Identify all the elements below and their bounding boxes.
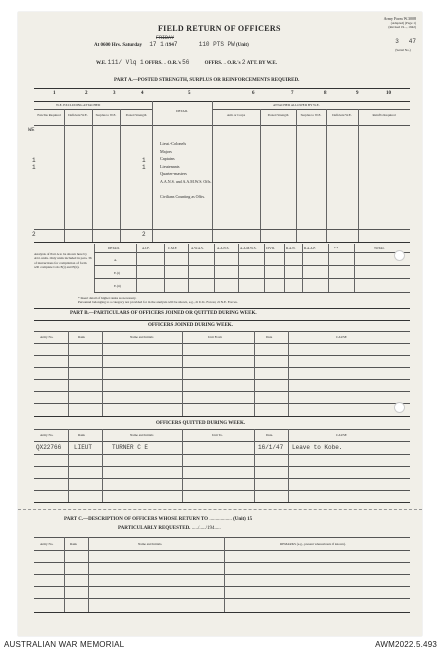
army-form-number: Army Form W.3008 [383,16,416,21]
analysis-col: A.A.M.W.S. [240,246,257,250]
footnote-2: Personnel belonging to a category not provided for in the analysis will be shown, e.g., 2i U.K. Forces; 2i N.E. Forces. [78,300,238,304]
joined-col: Army No. [40,335,54,339]
quitted-col: Date. [266,433,274,437]
or-typed: 56 [182,59,190,66]
unit-typed: 110 PTS PW [198,41,235,48]
we-excluding-attached: W.E. EXCLUDING ATTACHED [56,103,101,107]
subhead-att-surplus: Surplus to W.E. [300,113,322,117]
rank-item: Quarter-masters [160,171,187,177]
subhead-surplus: Surplus to W.E. [95,113,117,117]
analysis-detail: DETAIL [108,246,120,250]
quitted-col: Unit To. [212,433,223,437]
part-c-unit: (Unit) 15 [233,517,253,522]
offrs-label: OFFRS. [144,61,163,66]
quitted-cause: Leave to Kobe. [292,444,343,451]
adapted-note: (Adapted) (Page 1) [390,21,416,25]
col1-lieutenants: 1 [32,164,36,171]
rank-item-aans: A.A.N.S. and A.A.M.W.S. Offs. [160,179,212,184]
att-label: ATT. BY W.E. [246,61,278,66]
part-c-title: PART C.—DESCRIPTION OF OFFICERS WHOSE RETURN TO .................. (Unit) 15 [64,517,253,522]
serial-label: (Serial No.) [395,48,411,52]
joined-col: Name and Initials [130,335,154,339]
rank-item: Lieut.-Colonels [160,141,187,146]
subhead-reinf: Reinf'ts Required [372,113,396,117]
col-num: 2 [85,91,88,96]
col1-captains: 1 [32,157,36,164]
unit-label: (Unit) [235,43,249,48]
subhead-att-deficient: Deficient W.E. [332,113,352,117]
quitted-col: Rank [78,433,85,437]
punch-hole [394,402,405,413]
analysis-col: A.A.N.S. [217,246,230,250]
quitted-rank: LIEUT [74,444,93,451]
quitted-title: OFFICERS QUITTED DURING WEEK. [156,421,246,426]
quitted-army-no: QX22766 [36,444,62,451]
rank-item-civilians: Civilians Counting as Offrs. [160,194,206,199]
part-c-title-2 [118,526,221,531]
part-c-date: ...../...../194..... [191,526,221,531]
we-typed: 111/ Vlq 1 [107,59,144,66]
analysis-col: R.A.A.F. [304,246,316,250]
subhead-detail: DETAIL [176,109,188,113]
col4-lieutenants: 1 [142,164,146,171]
joined-title: OFFICERS JOINED DURING WEEK. [148,323,233,328]
analysis-col: TOTAL [374,246,385,250]
attached-allowed: ATTACHED ALLOWED BY W.E. [273,103,320,107]
att-typed: 2 [241,59,246,66]
revised-note: (Revised 19..., 1942) [388,25,416,29]
part-c-col: Rank [70,542,77,546]
tear-line [18,509,422,510]
rank-item: Lieutenants [160,163,180,169]
analysis-row-a: A. [114,258,118,262]
analysis-col: CIVIL [266,246,275,250]
at-hours: At 0600 Hrs. Saturday [94,43,143,48]
form-sheet [18,12,422,636]
struck-day: FRIDAY [156,35,175,41]
quitted-col: Name and Initials [130,433,154,437]
analysis-col: R.A.N. [286,246,296,250]
col-num: 7 [291,91,294,96]
quitted-name: TURNER C E [112,444,149,451]
analysis-col: * * [334,246,339,250]
form-title: FIELD RETURN OF OFFICERS [158,24,281,33]
col-num: 10 [386,91,391,96]
analysis-row-eii: E.(ii) [114,284,121,288]
part-c-col: Name and Initials. [138,542,163,546]
rank-list [160,140,187,178]
we-mark: WE [28,126,35,133]
rank-item: Majors [160,148,172,154]
serial-value: 3 [395,38,399,45]
joined-col: Rank [78,335,85,339]
joined-col: CAUSE [336,335,347,339]
total-col1: 2 [32,231,36,238]
offrs2-label: OFFRS. [204,61,223,66]
col-num: 5 [188,91,191,96]
archive-reference: AWM2022.5.493 [375,640,437,649]
archive-caption: AUSTRALIAN WAR MEMORIAL [4,640,125,649]
subhead-att-posted: Posted Strength [267,113,289,117]
total-col4: 2 [142,231,146,238]
quitted-col: Army No. [40,433,54,437]
col-num: 6 [252,91,255,96]
joined-col: Date [266,335,273,339]
col-num: 8 [324,91,327,96]
part-c-col: REMARKS (e.g., present whereabouts if known). [280,542,346,546]
subhead-deficient: Deficient W.E. [68,113,88,117]
quitted-col: CAUSE [336,433,347,437]
punch-hole [394,250,405,261]
part-c-title-line2: PARTICULARLY REQUESTED. [118,526,191,531]
year-printed: /194 [164,43,174,48]
subhead-posted: Posted Strength [125,113,147,117]
we-line: W.E. 111/ Vlq 1 OFFRS. .. O.R.'s 56 OFFRS. .. O.R.'s 2 ATT. BY W.E. [96,59,278,66]
col-num: 1 [53,91,56,96]
part-c-col: Army No. [40,542,54,546]
part-a-title: PART A.—POSTED STRENGTH, SURPLUS OR REINFORCEMENTS REQUIRED. [114,78,300,83]
analysis-col: A.I.F. [142,246,150,250]
col-num: 4 [141,91,144,96]
part-c-title-line1: PART C.—DESCRIPTION OF OFFICERS WHOSE RETURN TO [64,517,209,522]
we-label: W.E. [96,61,107,66]
part-b-title: PART B.—PARTICULARS OF OFFICERS JOINED OR QUITTED DURING WEEK. [70,311,257,316]
rank-item: Captains [160,156,175,162]
or-label: O.R.'s [167,61,181,66]
analysis-col: C.M.F. [168,246,178,250]
serial-year: 47 [408,38,416,45]
joined-col: Unit From [208,335,222,339]
date-typed: 17 1 [149,41,164,48]
analysis-col: A.W.A.S. [191,246,204,250]
footnote-1: * Insert detail of higher ranks as necessary. [78,296,137,300]
analysis-row-ei: E.(i) [114,271,120,275]
col-num: 3 [113,91,116,96]
col-num: 9 [356,91,359,96]
or2-label: O.R.'s [227,61,241,66]
time-line [94,35,249,48]
subhead-ests: Ests/Ins Required [37,113,61,117]
col4-captains: 1 [142,157,146,164]
serial-number [395,30,416,52]
year-typed: 7 [173,41,178,48]
subhead-arm: Arm or Corps [226,113,246,117]
analysis-note: Analysis of Part A to be shown here by ALL units. Only units included in para. 36 of instructions for compilation of form will complete Cols E(i) and E(ii). [34,252,92,270]
quitted-date: 16/1/47 [258,444,284,451]
